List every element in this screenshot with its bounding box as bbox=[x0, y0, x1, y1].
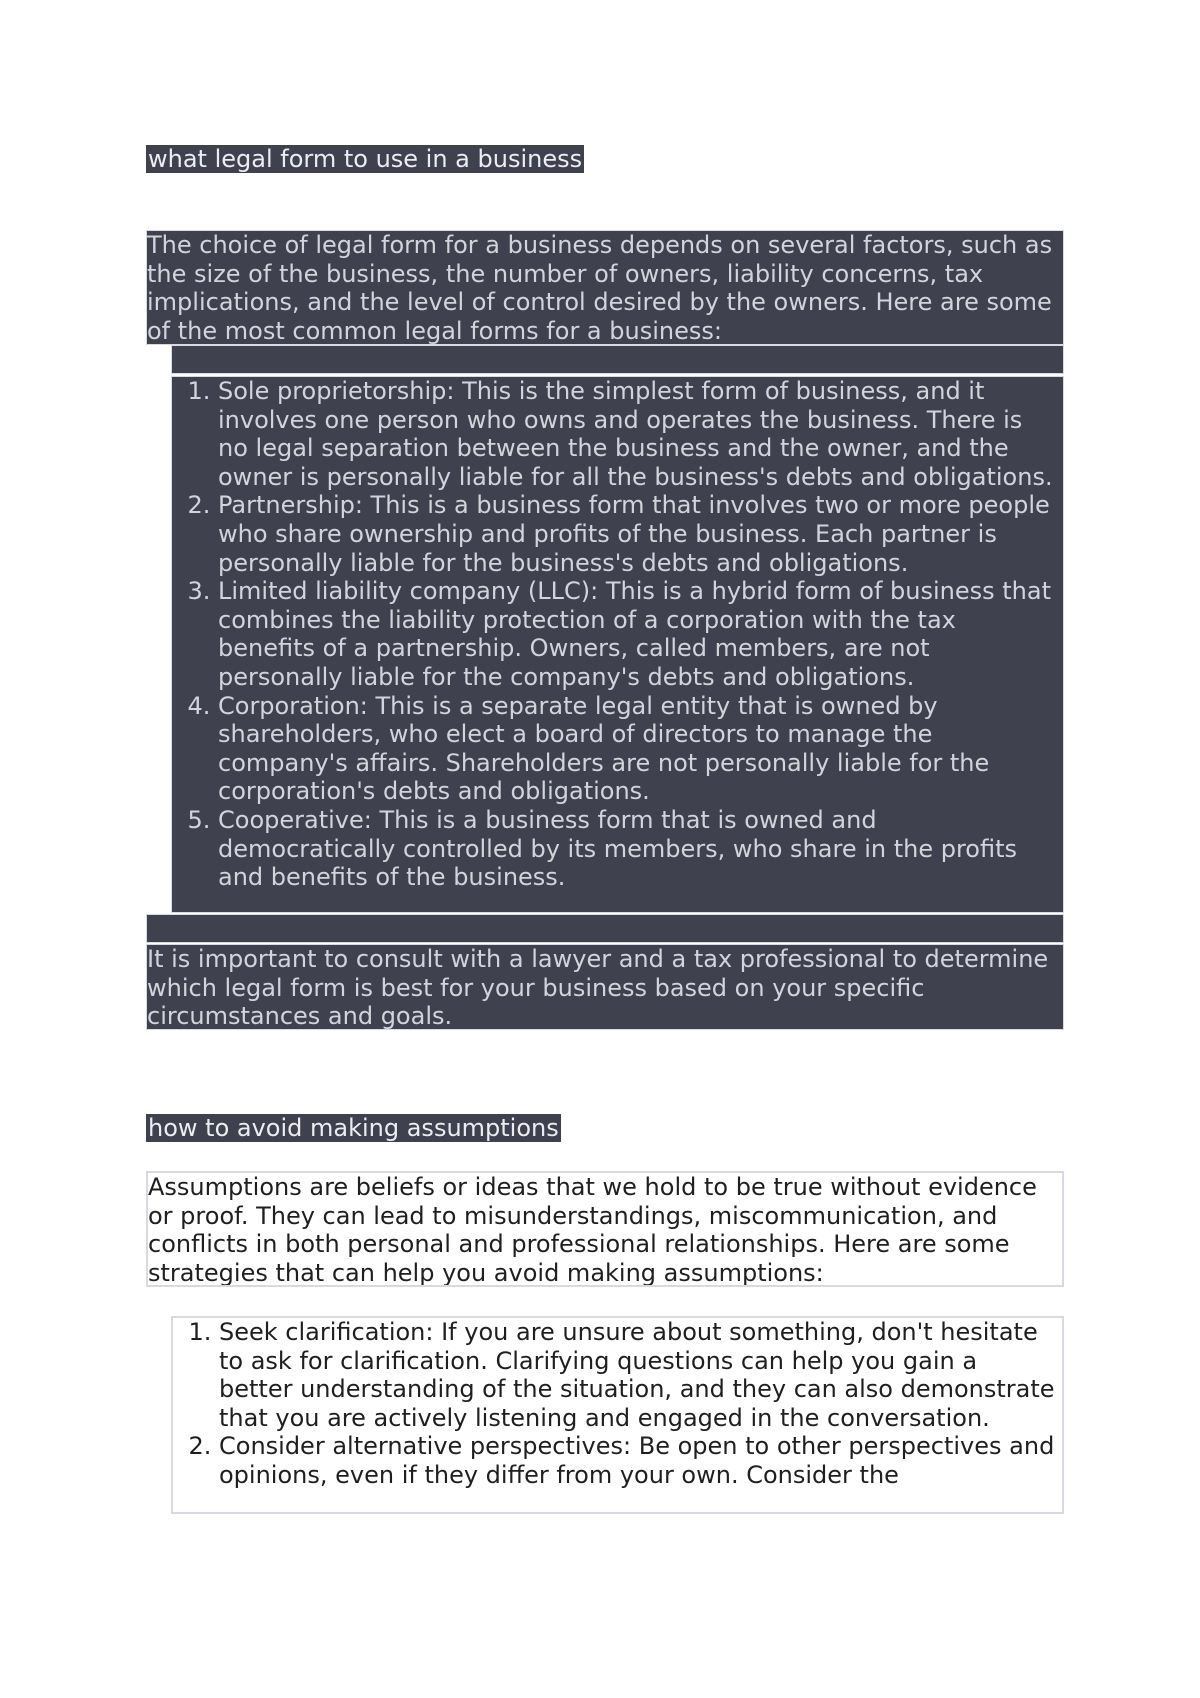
user-prompt-2: how to avoid making assumptions bbox=[148, 1114, 559, 1142]
response-1-list bbox=[171, 376, 1064, 913]
list-item: 3. Limited liability company (LLC): This is a hybrid form of business that combines the liability protection of a corporation with the tax benefits of a partnership. Owners, called members, are not personally liable for the company's debts and obligations. bbox=[218, 577, 1057, 691]
response-1-spacer-top bbox=[171, 345, 1064, 374]
response-2-list bbox=[171, 1316, 1064, 1514]
response-1-conclusion-text: It is important to consult with a lawyer and a tax professional to determine which legal form is best for your business based on your specific circumstances and goals. bbox=[147, 945, 1049, 1030]
list-item: 1. Seek clarification: If you are unsure about something, don't hesitate to ask for clarification. Clarifying questions can help you gain a better understanding of the situation, and they can also demonstrate that you are actively listening and engaged in the conversation. bbox=[219, 1318, 1056, 1432]
list-item: 4. Corporation: This is a separate legal entity that is owned by shareholders, who elect a board of directors to manage the company's affairs. Shareholders are not personally liable for the corporation's debts and obligations. bbox=[218, 692, 1057, 806]
response-1-intro-text: The choice of legal form for a business depends on several factors, such as the size of the business, the number of owners, liability concerns, tax implications, and the level of control desired by the owners. Here are some of the most common legal forms for a business: bbox=[147, 231, 1053, 345]
response-1-intro bbox=[146, 230, 1064, 345]
list-item: 2. Partnership: This is a business form that involves two or more people who share ownership and profits of the business. Each partner is personally liable for the business's debts and obligations. bbox=[218, 491, 1057, 577]
response-2-intro-text: Assumptions are beliefs or ideas that we hold to be true without evidence or proof. They can lead to misunderstandings, miscommunication, and conflicts in both personal and professional relationships. Here are some strategies that can help you avoid making assumptions: bbox=[148, 1173, 1037, 1287]
user-prompt-1: what legal form to use in a business bbox=[148, 145, 583, 173]
response-2-intro bbox=[146, 1171, 1064, 1287]
response-1-spacer-bottom bbox=[146, 914, 1064, 943]
list-item: 2. Consider alternative perspectives: Be open to other perspectives and opinions, even if they differ from your own. Consider the bbox=[219, 1432, 1056, 1489]
response-1-conclusion bbox=[146, 944, 1064, 1030]
list-item: 1. Sole proprietorship: This is the simplest form of business, and it involves one person who owns and operates the business. There is no legal separation between the business and the owner, and the owner is personally liable for all the business's debts and obligations. bbox=[218, 377, 1057, 491]
list-item: 5. Cooperative: This is a business form that is owned and democratically controlled by its members, who share in the profits and benefits of the business. bbox=[218, 806, 1057, 892]
